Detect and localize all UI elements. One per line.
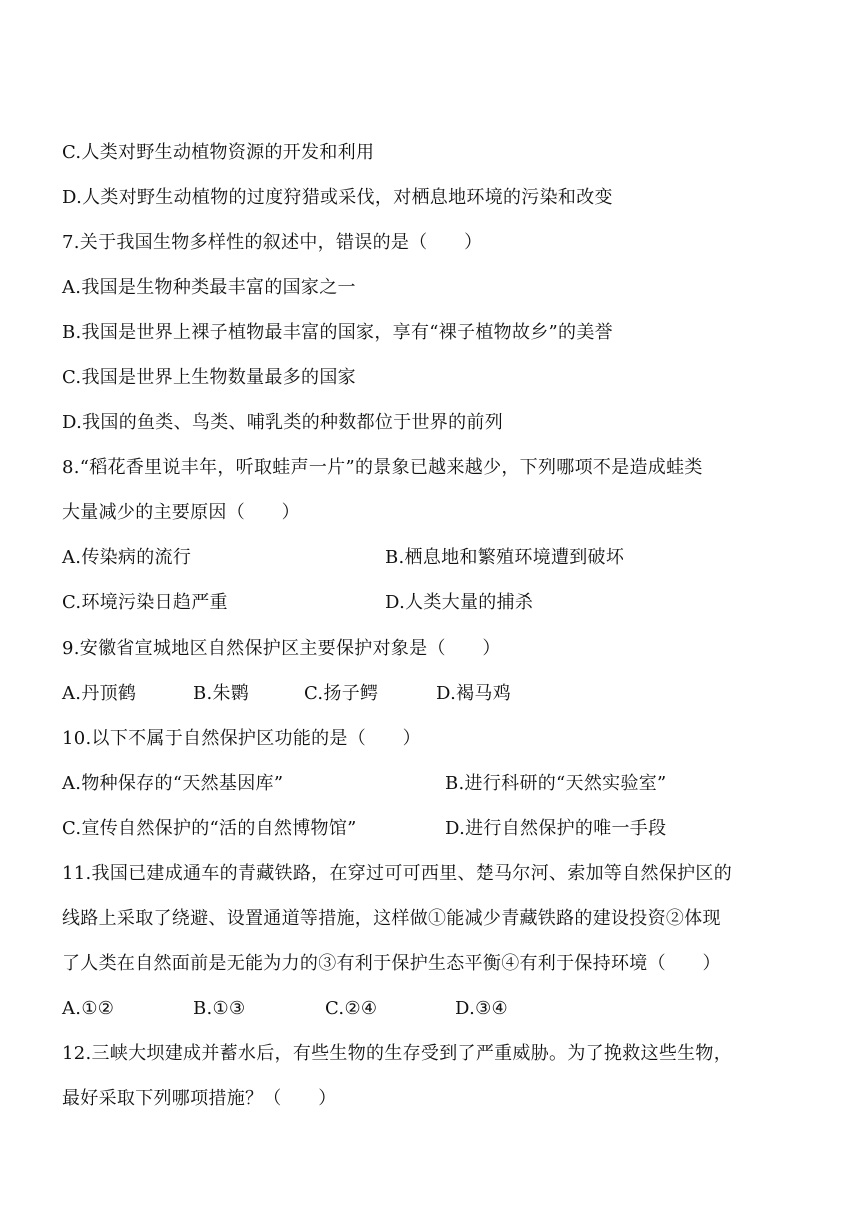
q10-option-a: A.物种保存的“天然基因库” [62,773,284,794]
q7-option-d: D.我国的鱼类、鸟类、哺乳类的种数都位于世界的前列 [62,412,504,433]
q6-option-c: C.人类对野生动植物资源的开发和利用 [62,142,375,163]
q7-option-b: B.我国是世界上裸子植物最丰富的国家，享有“裸子植物故乡”的美誉 [62,322,613,343]
q9-option-d: D.褐马鸡 [436,683,512,704]
q8-option-d: D.人类大量的捕杀 [385,592,534,613]
q11-stem-line1: 11.我国已建成通车的青藏铁路，在穿过可可西里、楚马尔河、索加等自然保护区的 [62,863,733,884]
q8-stem-line2: 大量减少的主要原因（ ） [62,502,300,523]
q8-option-a: A.传染病的流行 [62,547,192,568]
q8-option-b: B.栖息地和繁殖环境遭到破坏 [385,547,625,568]
q9-option-c: C.扬子鳄 [304,683,379,704]
q11-option-c: C.②④ [325,998,378,1019]
q11-stem-line3: 了人类在自然面前是无能为力的③有利于保护生态平衡④有利于保持环境（ ） [62,953,721,974]
q10-option-d: D.进行自然保护的唯一手段 [445,818,667,839]
q11-option-a: A.①② [62,998,115,1019]
q7-option-c: C.我国是世界上生物数量最多的国家 [62,367,356,388]
q8-stem-line1: 8.“稻花香里说丰年，听取蛙声一片”的景象已越来越少，下列哪项不是造成蛙类 [62,457,703,478]
q9-stem: 9.安徽省宣城地区自然保护区主要保护对象是（ ） [62,638,501,659]
q9-option-b: B.朱鹮 [193,683,250,704]
q11-option-d: D.③④ [455,998,508,1019]
q7-option-a: A.我国是生物种类最丰富的国家之一 [62,277,356,298]
q6-option-d: D.人类对野生动植物的过度狩猎或采伐，对栖息地环境的污染和改变 [62,187,613,208]
q11-stem-line2: 线路上采取了绕避、设置通道等措施，这样做①能减少青藏铁路的建设投资②体现 [62,908,721,929]
q9-option-a: A.丹顶鹤 [62,683,137,704]
q12-stem-line2: 最好采取下列哪项措施？（ ） [62,1088,337,1109]
q12-stem-line1: 12.三峡大坝建成并蓄水后，有些生物的生存受到了严重威胁。为了挽救这些生物， [62,1043,733,1064]
q11-option-b: B.①③ [193,998,246,1019]
q10-option-c: C.宣传自然保护的“活的自然博物馆” [62,818,357,839]
q8-option-c: C.环境污染日趋严重 [62,592,228,613]
q10-stem: 10.以下不属于自然保护区功能的是（ ） [62,728,421,749]
q7-stem: 7.关于我国生物多样性的叙述中，错误的是（ ） [62,232,483,253]
q10-option-b: B.进行科研的“天然实验室” [445,773,667,794]
